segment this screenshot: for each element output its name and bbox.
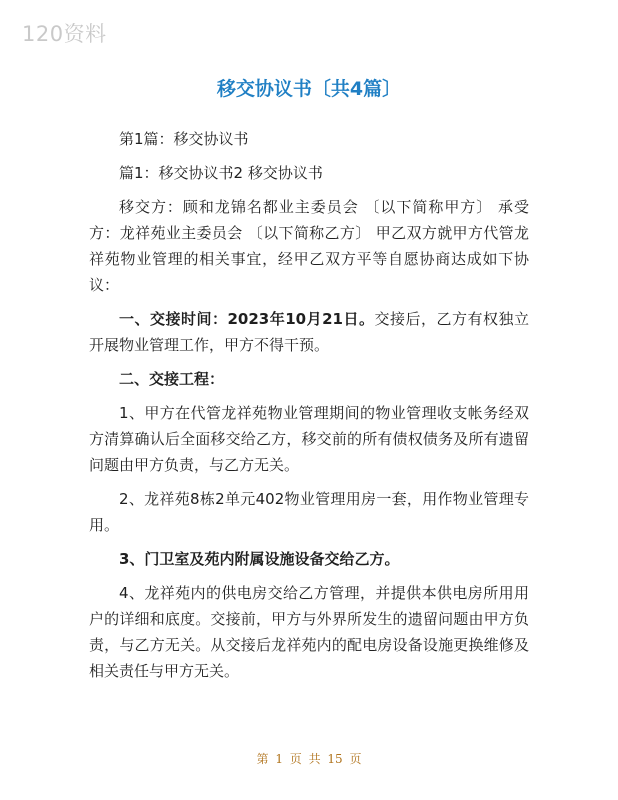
document-body (89, 126, 529, 692)
page-footer: 第 1 页 共 15 页 (256, 752, 362, 766)
paragraph-parties: 移交方：顾和龙锦名都业主委员会 〔以下简称甲方〕 承受方：龙祥苑业主委员会 〔以下简称乙方〕 甲乙双方就甲方代管龙祥苑物业管理的相关事宜，经甲乙双方平等自愿协商达成如下协议： (89, 198, 529, 294)
handover-time-text: 交接后，乙方有权独立开展物业管理工作，甲方不得干预。 (89, 310, 529, 354)
paragraph-item-3: 3、门卫室及苑内附属设施设备交给乙方。 (119, 550, 400, 568)
paragraph-item-2: 2、龙祥苑8栋2单元402物业管理用房一套，用作物业管理专用。 (89, 490, 529, 534)
document-title: 移交协议书〔共4篇〕 (216, 78, 402, 100)
paragraph-handover-items-heading: 二、交接工程： (119, 370, 225, 388)
paragraph-item-4: 4、龙祥苑内的供电房交给乙方管理，并提供本供电房所用用户的详细和底度。交接前，甲方与外界所发生的遗留问题由甲方负责，与乙方无关。从交接后龙祥苑内的配电房设备设施更换维修及相关责任与甲方无关。 (89, 584, 529, 680)
paragraph-section-heading: 篇1：移交协议书2 移交协议书 (119, 164, 323, 182)
handover-time-label: 一、交接时间：2023年10月21日。 (119, 310, 375, 328)
watermark: 120资料 (22, 22, 107, 46)
paragraph-chapter-heading: 第1篇：移交协议书 (119, 130, 249, 148)
paragraph-handover-time (89, 306, 529, 358)
paragraph-item-1: 1、甲方在代管龙祥苑物业管理期间的物业管理收支帐务经双方清算确认后全面移交给乙方，移交前的所有债权债务及所有遗留问题由甲方负责，与乙方无关。 (89, 404, 529, 474)
